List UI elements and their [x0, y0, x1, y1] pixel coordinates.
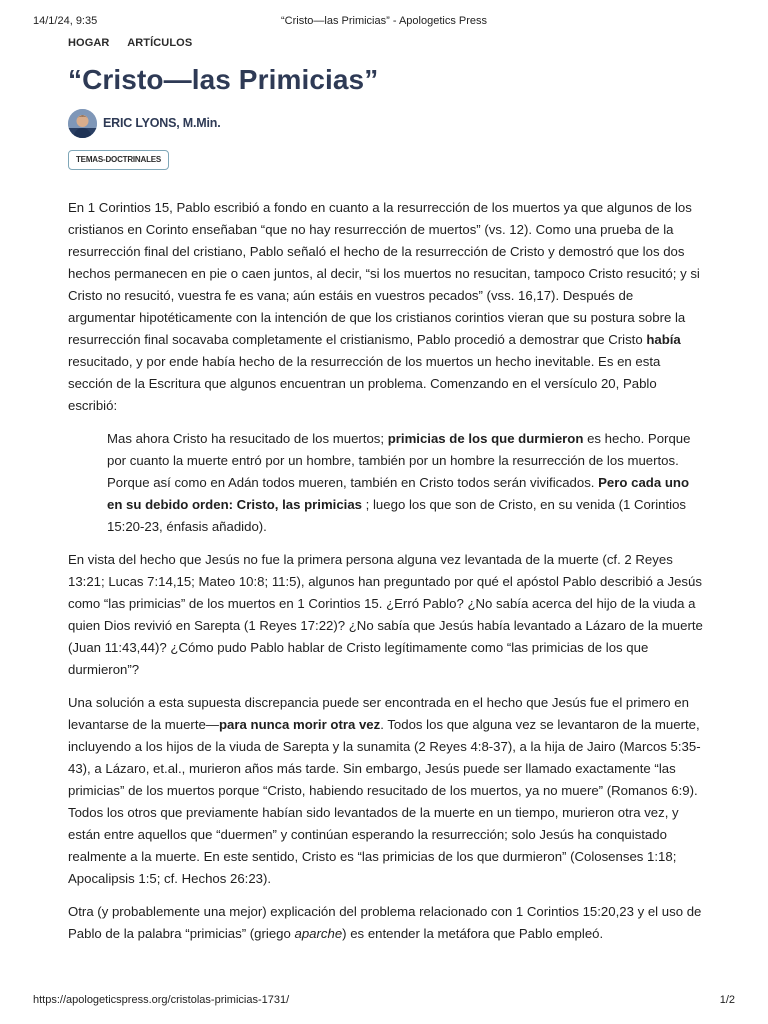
author-byline	[68, 108, 220, 138]
paragraph-1: En 1 Corintios 15, Pablo escribió a fondo en cuanto a la resurrección de los muertos ya que algunos de los cristianos en Corinto enseñaban “que no hay resurrección de muertos” (vs. 12). Como una prueba de la resurrección final del cristiano, Pablo señaló el hecho de la resurrección de Cristo y demostró que los dos hechos permanecen en pie o caen juntos, al decir, “si los muertos no resucitan, tampoco Cristo resucitó; y si Cristo no resucitó, vuestra fe es vana; aún estáis en vuestros pecados” (vss. 16,17). Después de argumentar hipotéticamente con la intención de que los cristianos corintios vieran que su postura sobre la resurrección final socavaba completamente el cristianismo, Pablo procedió a demostrar que Cristo había resucitado, y por ende había hecho de la resurrección de los muertos un hecho inevitable. Es en esta sección de la Escritura que algunos encuentran un problema. Comenzando en el versículo 20, Pablo escribió:	[68, 200, 700, 413]
nav-home-link[interactable]: HOGAR	[68, 37, 110, 49]
author-name-link[interactable]: ERIC LYONS, M.Min.	[103, 116, 221, 130]
article-title: “Cristo—las Primicias”	[68, 64, 379, 95]
article-body	[68, 197, 704, 956]
print-footer	[33, 994, 735, 1008]
paragraph-2: En vista del hecho que Jesús no fue la primera persona alguna vez levantada de la muerte (cf. 2 Reyes 13:21; Lucas 7:14,15; Mateo 10:8; 11:5), algunos han preguntado por qué el apóstol Pablo describió a Jesús como “las primicias” de los muertos en 1 Corintios 15. ¿Erró Pablo? ¿No sabía acerca del hijo de la viuda a quien Dios revivió en Sarepta (1 Reyes 17:22)? ¿No sabía que Jesús había levantado a Lázaro de la muerte (Juan 11:43,44)? ¿Cómo pudo Pablo hablar de Cristo legítimamente como “las primicias de los que durmieron”?	[68, 552, 703, 677]
print-doc-title: “Cristo—las Primicias” - Apologetics Press	[281, 15, 487, 27]
paragraph-4: Otra (y probablemente una mejor) explicación del problema relacionado con 1 Corintios 15:20,23 y el uso de Pablo de la palabra “primicias” (griego aparche) es entender la metáfora que Pablo empleó.	[68, 904, 702, 941]
print-url: https://apologeticspress.org/cristolas-primicias-1731/	[33, 994, 290, 1006]
scripture-quote: Mas ahora Cristo ha resucitado de los muertos; primicias de los que durmieron es hecho. Porque por cuanto la muerte entró por un hombre, también por un hombre la resurrección de los muertos. Porque así como en Adán todos mueren, también en Cristo todos serán vivificados. Pero cada uno en su debido orden: Cristo, las primicias ; luego los que son de Cristo, en su venida (1 Corintios 15:20-23, énfasis añadido).	[107, 431, 691, 534]
print-page-number: 1/2	[719, 994, 735, 1006]
author-avatar	[68, 109, 97, 138]
paragraph-3: Una solución a esta supuesta discrepancia puede ser encontrada en el hecho que Jesús fue el primero en levantarse de la muerte—para nunca morir otra vez. Todos los que alguna vez se levantaron de la muerte, incluyendo a los hijos de la viuda de Sarepta y la sunamita (2 Reyes 4:8-37), a la hija de Jairo (Marcos 5:35-43), a Lázaro, et.al., murieron años más tarde. Sin embargo, Jesús puede ser llamado exactamente “las primicias” de los muertos porque “Cristo, habiendo resucitado de los muertos, ya no muere” (Romanos 6:9). Todos los otros que previamente habían sido levantados de la muerte en un tiempo, murieron otra vez, y están entre aquellos que “duermen” y continúan esperando la resurrección; solo Jesús ha conquistado realmente a la muerte. En este sentido, Cristo es “las primicias de los que durmieron” (Colosenses 1:18; Apocalipsis 1:5; cf. Hechos 26:23).	[68, 695, 701, 886]
breadcrumb-nav	[68, 37, 207, 49]
print-date: 14/1/24, 9:35	[33, 15, 98, 27]
print-header	[33, 15, 735, 29]
category-tag[interactable]: TEMAS-DOCTRINALES	[68, 150, 169, 170]
nav-articles-link[interactable]: ARTÍCULOS	[127, 37, 193, 49]
